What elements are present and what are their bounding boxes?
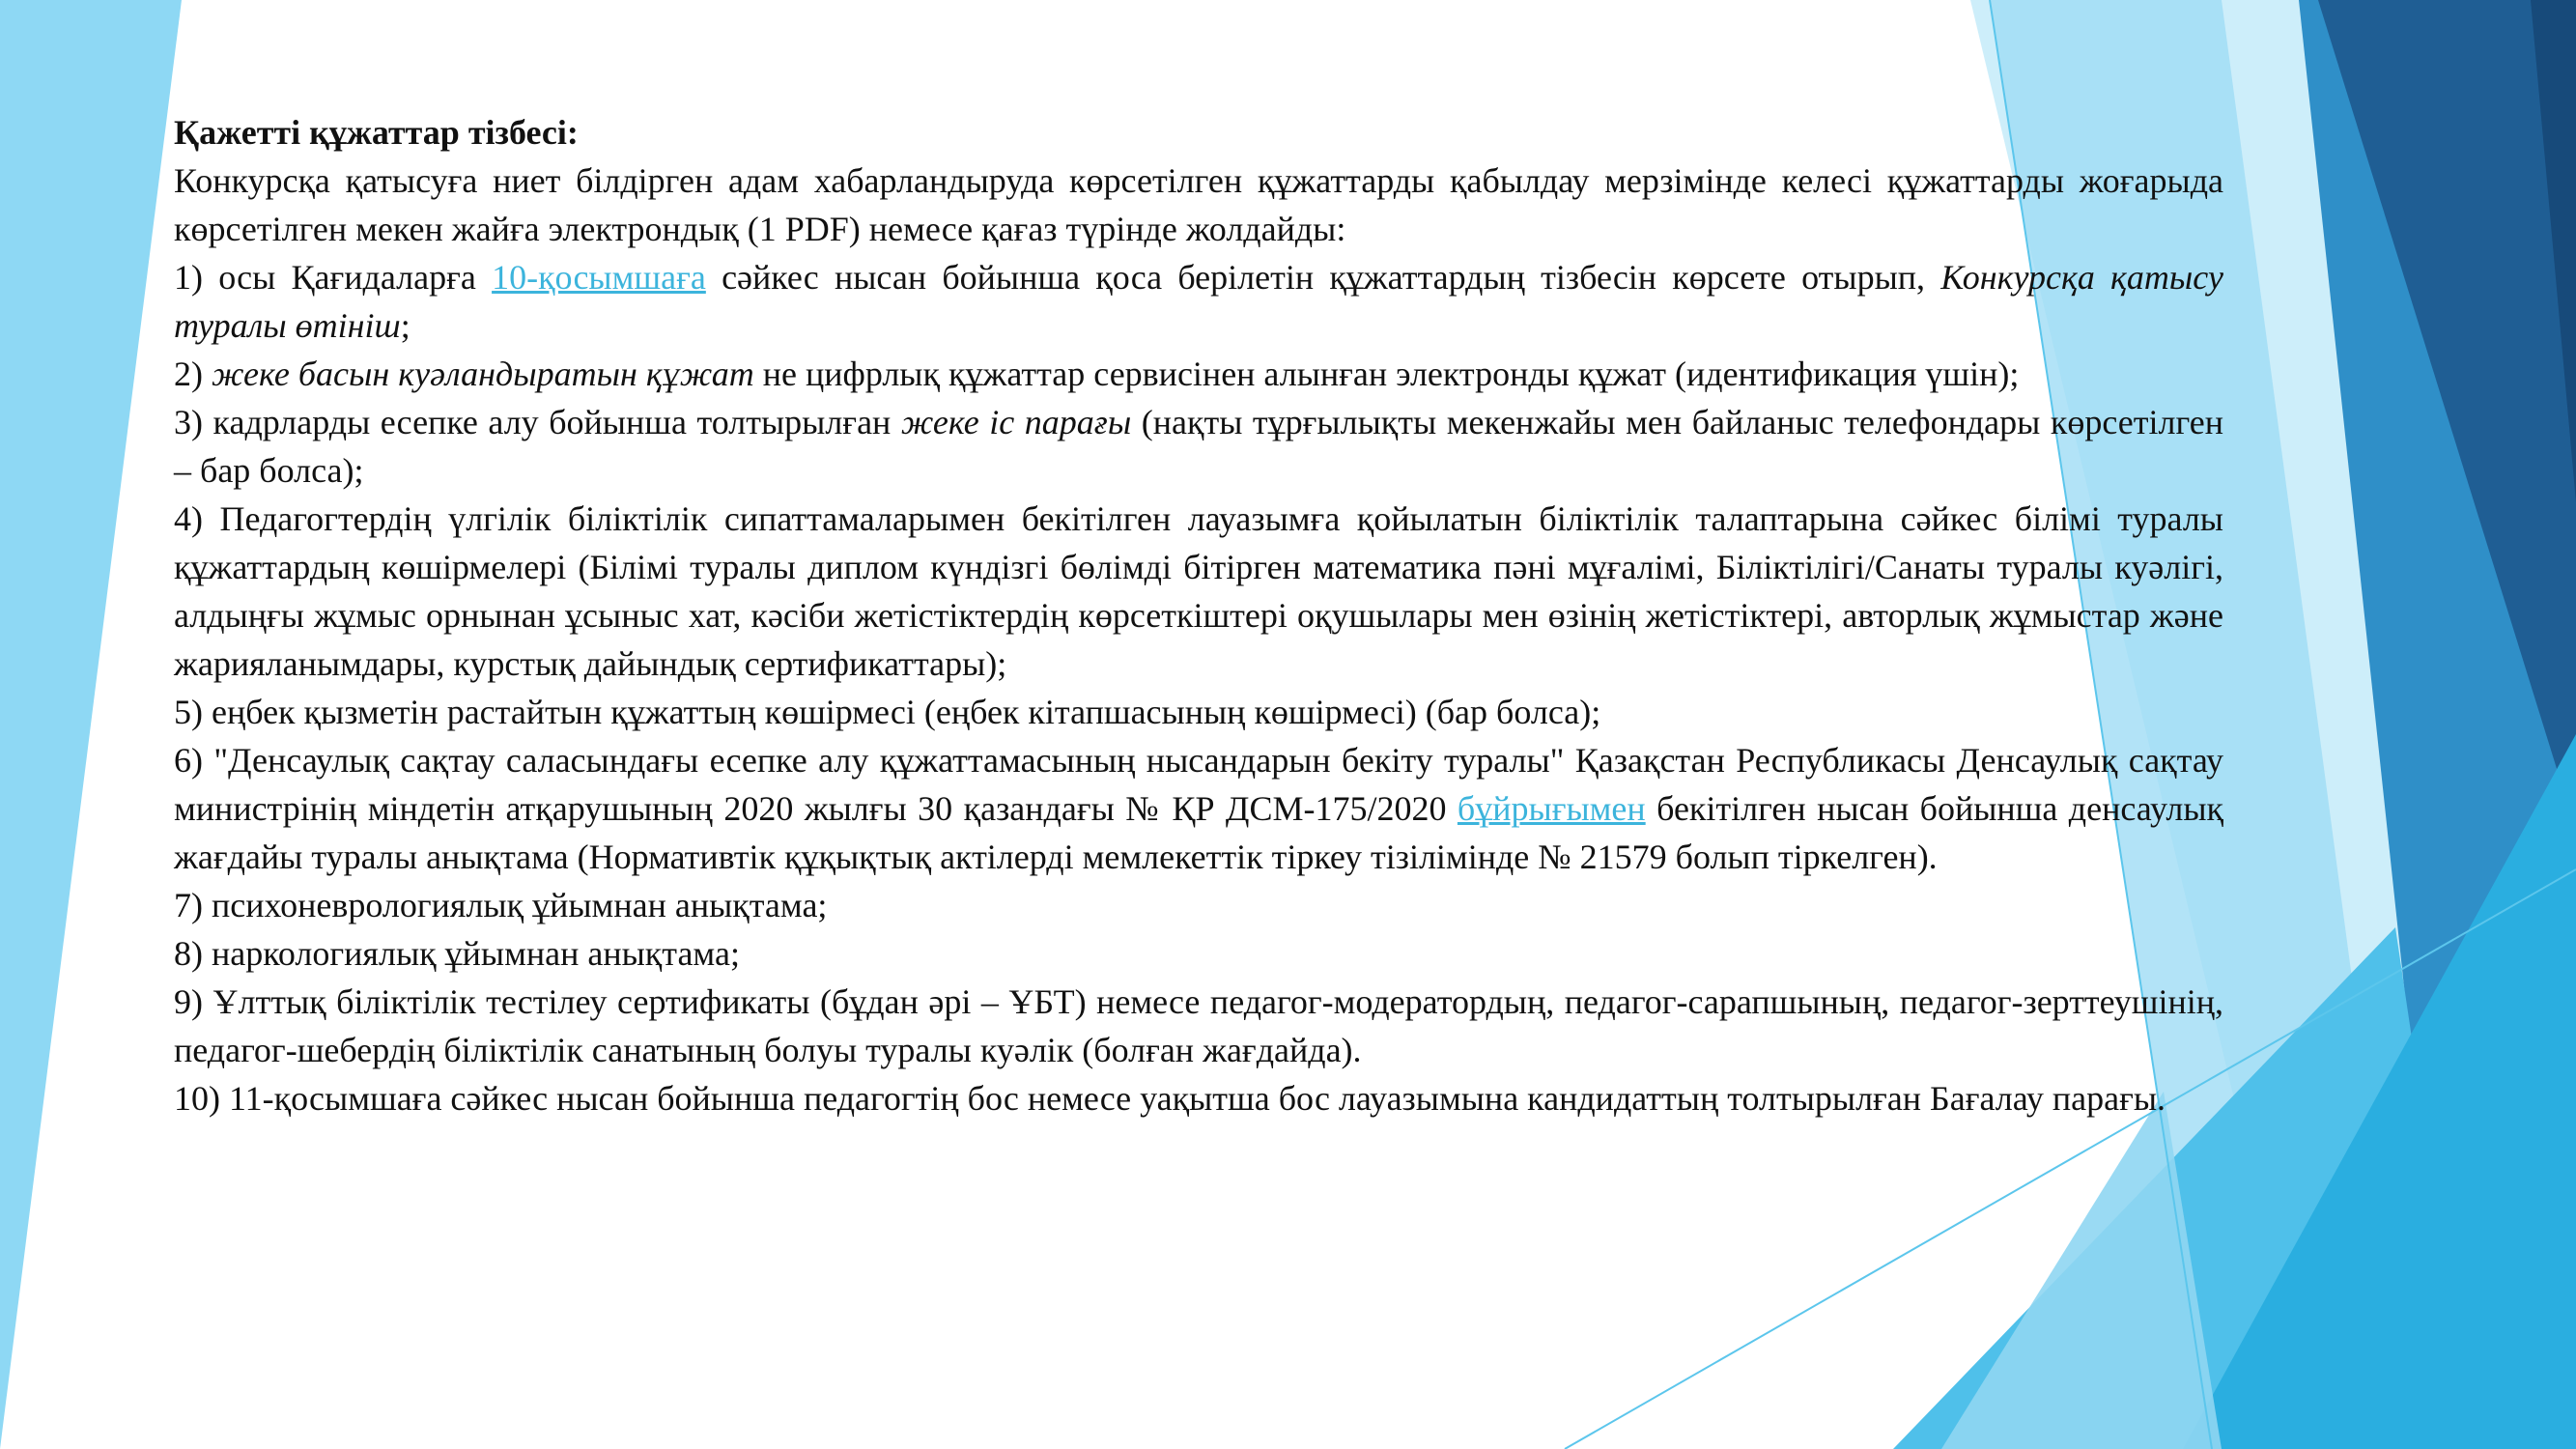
order-link[interactable]: бұйрығымен	[1457, 789, 1646, 828]
list-item-10: 10) 11-қосымшаға сәйкес нысан бойынша педагогтің бос немесе уақытша бос лауазымына кандидаттың толтырылған Бағалау парағы.	[174, 1079, 2166, 1118]
list-item-1-text-a: 1) осы Қағидаларға	[174, 258, 493, 297]
list-item-3-emphasis: жеке іс парағы	[900, 403, 1132, 441]
list-item-3	[174, 398, 2223, 495]
list-item-1-text-b: сәйкес нысан бойынша қоса берілетін құжаттардың тізбесін көрсете отырып,	[705, 258, 1941, 297]
list-item-9: 9) Ұлттық біліктілік тестілеу сертификаты (бұдан әрі – ҰБТ) немесе педагог-модератордың, педагог-сарапшының, педагог-зерттеушінің, педагог-шебердің біліктілік санатының болуы туралы куәлік (болған жағдайда).	[174, 982, 2223, 1069]
list-item-1	[174, 253, 2223, 350]
list-item-6-text-a: 6) "Денсаулық сақтау саласындағы есепке алу құжаттамасының нысандарын бекіту туралы" Қазақстан Республикасы Денсаулық сақтау министрінің міндетін атқарушының 2020 жылғы 30 қазандағы № ҚР ДСМ-175/2020	[174, 741, 2223, 828]
list-item-8: 8) наркологиялық ұйымнан анықтама;	[174, 934, 740, 973]
list-item-2-text-b: не цифрлық құжаттар сервисінен алынған электронды құжат (идентификация үшін);	[753, 355, 2020, 393]
list-item-2-text-a: 2)	[174, 355, 212, 393]
list-item-3-text-a: 3) кадрларды есепке алу бойынша толтырылған	[174, 403, 901, 441]
list-item-1-emphasis: Конкурсқа қатысу туралы өтініш	[174, 258, 2223, 345]
document-heading: Қажетті құжаттар тізбесі:	[174, 113, 579, 152]
list-item-6	[174, 736, 2223, 881]
document-body	[174, 108, 2223, 1122]
list-item-5: 5) еңбек қызметін растайтын құжаттың көшірмесі (еңбек кітапшасының көшірмесі) (бар болса);	[174, 693, 1601, 731]
intro-paragraph: Конкурсқа қатысуға ниет білдірген адам хабарландыруда көрсетілген құжаттарды қабылдау мерзімінде келесі құжаттарды жоғарыда көрсетілген мекен жайға электрондық (1 PDF) немесе қағаз түрінде жолдайды:	[174, 161, 2223, 248]
list-item-1-text-c: ;	[400, 306, 410, 345]
list-item-7: 7) психоневрологиялық ұйымнан анықтама;	[174, 886, 828, 924]
list-item-2	[174, 350, 2223, 398]
annex-10-link[interactable]: 10-қосымшаға	[492, 258, 706, 297]
list-item-6-text-b: бекітілген нысан бойынша денсаулық жағдайы туралы анықтама (Нормативтік құқықтық актілерді мемлекеттік тіркеу тізілімінде № 21579 болып тіркелген).	[174, 789, 2223, 876]
left-wedge-shape	[0, 0, 182, 1449]
list-item-4: 4) Педагогтердің үлгілік біліктілік сипаттамаларымен бекітілген лауазымға қойылатын біліктілік талаптарына сәйкес білімі туралы құжаттардың көшірмелері (Білімі туралы диплом күндізгі бөлімді бітірген математика пәні мұғалімі, Біліктілігі/Санаты туралы куәлігі, алдыңғы жұмыс орнынан ұсыныс хат, кәсіби жетістіктердің көрсеткіштері оқушылары мен өзінің жетістіктері, авторлық жұмыстар және жарияланымдары, курстық дайындық сертификаттары);	[174, 499, 2223, 683]
list-item-2-emphasis: жеке басын куәландыратын құжат	[212, 355, 754, 393]
list-item-3-text-b: (нақты тұрғылықты мекенжайы мен байланыс телефондары көрсетілген – бар болса);	[174, 403, 2223, 490]
